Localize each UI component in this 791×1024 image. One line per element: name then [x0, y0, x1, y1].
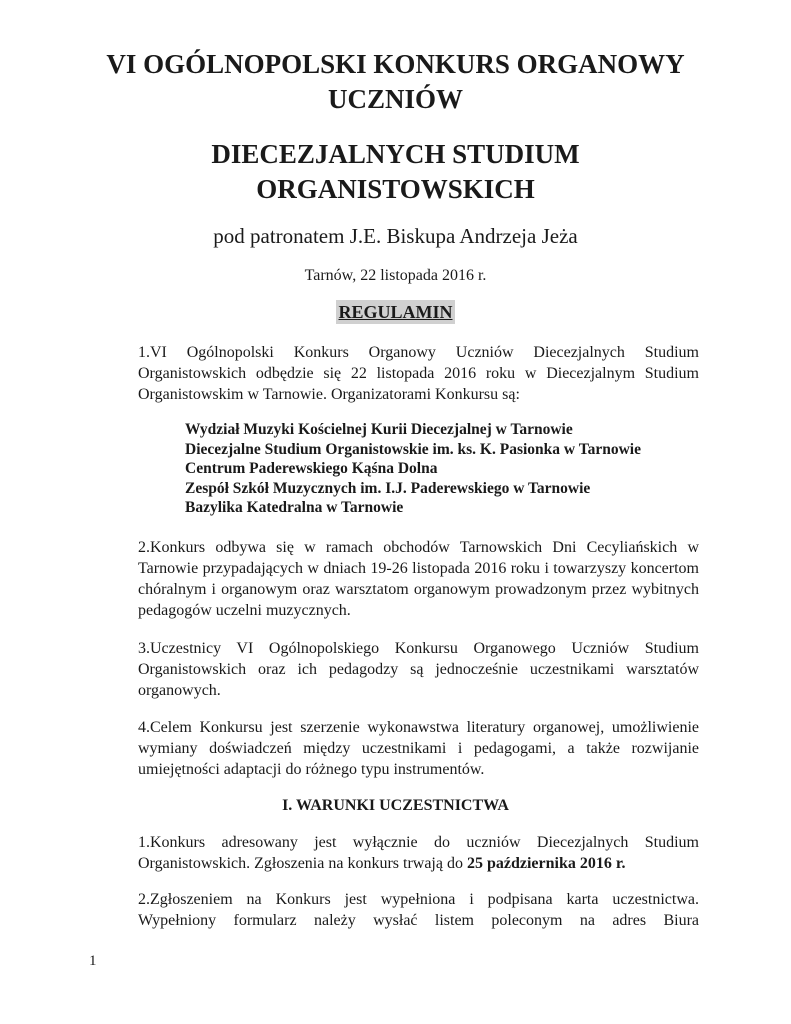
document-subtitle — [60, 137, 731, 207]
paragraph-2: 2.Konkurs odbywa się w ramach obchodów Tarnowskich Dni Cecyliańskich w Tarnowie przypadających w dniach 19-26 listopada 2016 roku i towarzyszy koncertom chóralnym i organowym oraz warsztatom organowym prowadzonym przez wybitnych pedagogów uczelni muzycznych. — [138, 539, 699, 619]
section1-paragraph-1-text: 1.Konkurs adresowany jest wyłącznie do uczniów Diecezjalnych Studium Organistowskich. Zgłoszenia na konkurs trwają do — [138, 834, 699, 872]
regulamin-heading-wrap — [60, 300, 731, 324]
organizer-item: Zespół Szkół Muzycznych im. I.J. Paderewskiego w Tarnowie — [185, 479, 591, 497]
organizer-item: Centrum Paderewskiego Kąśna Dolna — [185, 460, 438, 477]
organizers-list — [185, 420, 641, 518]
dateline: Tarnów, 22 listopada 2016 r. — [304, 267, 487, 284]
organizer-item: Wydział Muzyki Kościelnej Kurii Diecezjalnej w Tarnowie — [185, 421, 573, 438]
section1-paragraph-2: 2.Zgłoszeniem na Konkurs jest wypełniona i podpisana karta uczestnictwa. Wypełniony formularz należy wysłać listem poleconym na adres Biura — [138, 891, 699, 929]
patronage-line: pod patronatem J.E. Biskupa Andrzeja Jeża — [213, 224, 578, 248]
title-line-2: UCZNIÓW — [327, 84, 463, 114]
page-number: 1 — [89, 953, 97, 969]
organizer-item: Bazylika Katedralna w Tarnowie — [185, 499, 404, 516]
section1-paragraph-1 — [138, 832, 699, 874]
section-heading-warunki: I. WARUNKI UCZESTNICTWA — [282, 797, 509, 814]
paragraph-3: 3.Uczestnicy VI Ogólnopolskiego Konkursu Organowego Uczniów Studium Organistowskich oraz ich pedagodzy są jednocześnie uczestnikami warsztatów organowych. — [138, 640, 699, 699]
regulamin-heading: REGULAMIN — [338, 302, 453, 322]
paragraph-4: 4.Celem Konkursu jest szerzenie wykonawstwa literatury organowej, umożliwienie wymiany doświadczeń między uczestnikami i pedagogami, a także rozwijanie umiejętności adaptacji do różnego typu instrumentów. — [138, 719, 699, 778]
document-title — [60, 47, 731, 117]
organizer-item: Diecezjalne Studium Organistowskie im. ks. K. Pasionka w Tarnowie — [185, 440, 641, 458]
paragraph-1: 1.VI Ogólnopolski Konkurs Organowy Uczniów Diecezjalnych Studium Organistowskich odbędzie się 22 listopada 2016 roku w Diecezjalnym Studium Organistowskim w Tarnowie. Organizatorami Konkursu są: — [138, 344, 699, 403]
title-line-4: ORGANISTOWSKICH — [256, 174, 535, 204]
deadline-date: 25 października 2016 r. — [466, 855, 626, 872]
title-line-3: DIECEZJALNYCH STUDIUM — [211, 139, 580, 169]
title-line-1: VI OGÓLNOPOLSKI KONKURS ORGANOWY — [106, 49, 685, 79]
